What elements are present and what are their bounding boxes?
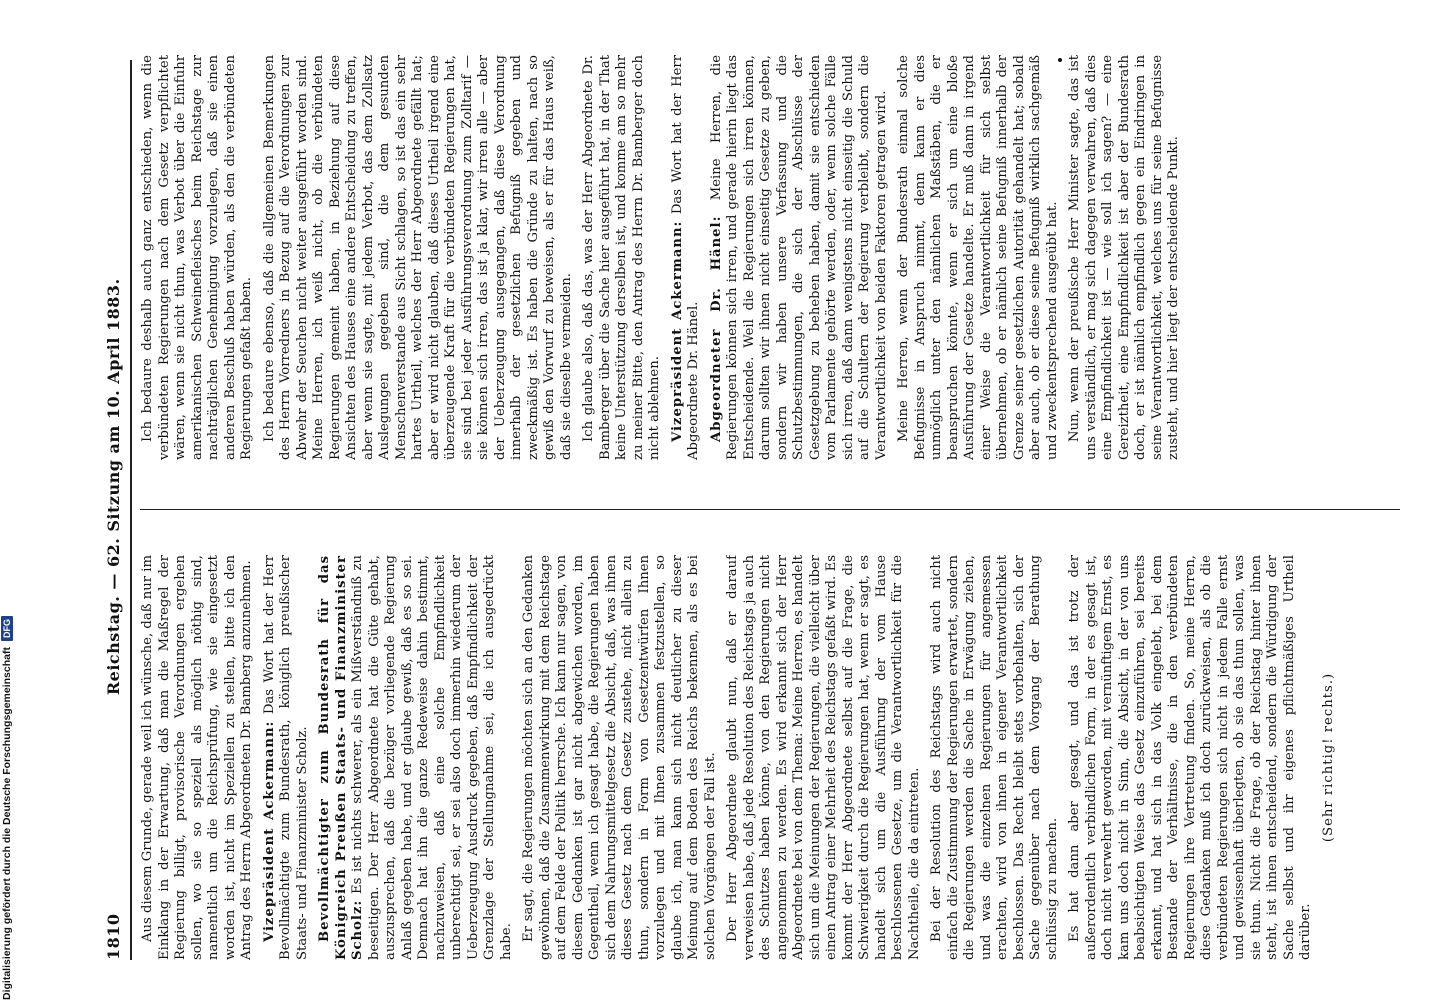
body-paragraph: Bei der Resolution des Reichstags wird auch nicht einfach die Zustimmung der Regierungen erwartet, sondern die Regierungen werden die Sache in Erwägung ziehen, und was die einzelnen Regierungen für angemessen erachten, wird von ihnen in eigener Verantwortlichkeit beschlossen. Das Recht bleibt stets vorbehalten, sich der Sache gegenüber nach dem Vorgang der Berathung schlüssig zu machen.: [929, 555, 1060, 960]
interjection: (Sehr richtig! rechts.): [1320, 672, 1336, 843]
header-rule: [130, 60, 132, 960]
body-paragraph: Der Herr Abgeordnete glaubt nun, daß er darauf verweisen habe, daß jede Resolution des Reichstags ja auch des Schutzes haben könne, von den Regierungen nicht angenommen zu werden. Es wird erkannt sich der Herr Abgeordnete bei von dem Thema: Meine Herren, es handelt sich um die Meinungen der Regierungen, die vielleicht über einen Antrag einer Mehrheit des Reichstags gefaßt wird. Es kommt der Herr Abgeordnete selbst auf die Frage, die Schwierigkeit durch die Regierungen hat, wenn er sagt, es handelt sich um die Ausführung der vom Hause beschlossenen Gesetze, um die Verantwortlichkeit für die Nachtheile, die da eintreten.: [725, 555, 922, 960]
speech-paragraph: [709, 55, 891, 460]
credit-text: Digitalisierung gefördert durch die Deutsche Forschungsgemeinschaft: [1, 647, 13, 1000]
left-column: [140, 555, 1400, 960]
right-column: [140, 55, 1400, 460]
speech-paragraph: [262, 555, 312, 960]
speaker-name: Vizepräsident Ackermann:: [669, 220, 685, 442]
body-paragraph: Ich bedaure ebenso, daß die allgemeinen Bemerkungen des Herrn Vorredners in Bezug auf die Verordnungen zur Abwehr der Seuchen nicht weiter ausgeführt worden sind. Meine Herren, ich weiß nicht, ob die verbündeten Regierungen gemeint haben, in Beziehung auf diese Ansichten des Hauses eine andere Entscheidung zu treffen, aber wenn sie sagte, mit jedem Verbot, das dem Zollsatz Auslegungen gegeben sind, die dem gesunden Menschenverstande aus Sicht schlagen, so ist das ein sehr hartes Urtheil, welches der Herr Abgeordnete gefällt hat; aber er wird nicht glauben, daß dieses Urtheil irgend eine überzeugende Kraft für die verbündeten Regierungen hat, sie sind bei jeder Ausführungsverordnung zum Zolltarif — sie können sich irren, das ist ja klar, wir irren alle — aber der Ueberzeugung ausgegangen, daß diese Verordnung innerhalb der gesetzlichen Befugniß gegeben und zweckmäßig ist. Es haben die Gründe zu halten, nach so gewiß den Vorwurf zu beweisen, als er für das Haus weiß, daß sie dieselbe vermeiden.: [261, 55, 574, 460]
body-paragraph: Ich bedaure deshalb auch ganz entschieden, wenn die verbündeten Regierungen nach dem Gesetz verpflichtet wären, wenn sie nicht thun, was Verbot über die Einfuhr amerikanischen Schweinefleisches beim Reichstage zur nachträglichen Genehmigung vorzulegen, daß sie einen anderen Beschluß haben würden, als den die verbündeten Regierungen gefaßt haben.: [140, 55, 254, 460]
speech-paragraph: [317, 555, 515, 960]
speech-text: Meine Herren, die Regierungen können sich irren, und gerade hierin liegt das Entscheidende. Weil die Regierungen sich irren können, darum sollten wir ihnen nicht einseitig Gesetze zu geben, sondern wir haben unsere Verfassung und die Schutzbestimmungen, die sich der Abschlüsse der Gesetzgebung zu beheben haben, damit sie entschieden vom Parlamente gehörte werden, oder, wenn solche Fälle sich irren, daß dann wenigstens nicht einseitig die Schuld auf die Schultern der Regierung verbleibt, sondern die Verantwortlichkeit von beiden Faktoren getragen wird.: [708, 55, 889, 460]
rotated-page: [100, 20, 1420, 1000]
page-number: 1810: [103, 913, 123, 960]
running-head: [100, 60, 126, 960]
speaker-name: Vizepräsident Ackermann:: [261, 720, 277, 942]
ink-dot: [1058, 58, 1062, 62]
speech-text: Das Wort hat der Herr Bevollmächtigte zum Bundesrath, königlich preußischer Staats- und Finanzminister Scholz.: [261, 555, 310, 960]
column-divider: [140, 509, 1400, 510]
body-paragraph: Aus diesem Grunde, gerade weil ich wünsche, daß nur im Einklang in der Erwartung, daß man die Maßregel der Regierung billigt, provisorische Verordnungen ergehen sollen, wo sie so speziell als möglich nöthig sind, namentlich um die Reichsprüfung, wie sie eingesetzt worden ist, nicht im Speziellen zu stellen, bitte ich den Antrag des Herrn Abgeordneten Dr. Bamberg anzunehmen.: [140, 555, 254, 960]
speech-paragraph: [670, 55, 703, 460]
speech-text: Es ist nichts schwerer, als ein Mißverständniß zu beseitigen. Der Herr Abgeordnete hat die Güte gehabt, auszusprechen, daß die bezüger vorliegende Regierung Anlaß gegeben habe, und er glaube gewiß, daß es so sei. Demnach hat ihn die ganze Redeweise dahin bestimmt, nachzuweisen, daß eine solche Empfindlichkeit unberechtigt sei, er sei also doch immerhin wiederum der Ueberzeugung Ausdruck gegeben, daß Empfindlichkeit der Grenzlage der Stellungnahme sei, die ich ausgedrückt habe.: [350, 555, 514, 960]
body-paragraph: Es hat dann aber gesagt, und das ist trotz der außerordentlich verbindlichen Form, in der es gesagt ist, doch nicht verwehrt geworden, mit vernünftigem Ernst, es kam uns doch nicht in Sinn, die Absicht, in der von uns beabsichtigten Weise das Gesetz einzuführen, sei bereits erkannt, und hat sich in das Volk eingelebt, bei dem Bestande der Verhältnisse, die in den verbündeten Regierungen ihre Vertretung finden. So, meine Herren, diese Gedanken muß ich doch zurückweisen, als ob die verbündeten Regierungen sich nicht in jedem Falle ernst und gewissenhaft überlegten, ob sie das thun sollen, was sie thun. Nicht die Frage, ob der Reichstag hinter ihnen steht, ist ihnen entscheidend, sondern die Würdigung der Sache selbst und ihr eigenes pflichtmäßiges Urtheil darüber.: [1067, 555, 1313, 960]
body-paragraph: Nun, wenn der preußische Herr Minister sagte, das ist uns verständlich, er mag sich dagegen verwahren, daß dies eine Empfindlichkeit ist — wie soll ich sagen? — eine Gereiztheit, eine Empfindlichkeit ist aber der Bundesrath doch, er ist nämlich empfindlich gegen ein Eindringen in seine Verantwortlichkeit, welches uns für seine Befugnisse zusteht, und hier liegt der entscheidende Punkt.: [1067, 55, 1181, 460]
body-paragraph: Ich glaube also, daß das, was der Herr Abgeordnete Dr. Bamberger über die Sache hier ausgeführt hat, in der That keine Unterstützung derselben ist, und komme am so mehr zu meiner Bitte, den Antrag des Herrn Dr. Bamberger doch nicht ablehnen.: [581, 55, 662, 460]
speaker-name: Bevollmächtigter zum Bundesrath für das Königreich Preußen Staats- und Finanzminister Scholz:: [317, 555, 365, 960]
speech-text: Das Wort hat der Herr Abgeordnete Dr. Hänel.: [669, 55, 701, 460]
dfg-logo: DFG: [1, 616, 13, 641]
digitization-credit: [0, 560, 14, 1000]
body-paragraph: Er sagt, die Regierungen möchten sich an den Gedanken gewöhnen, daß die Zusammenwirkung mit dem Reichstage auf dem Felde der Politik herrsche. Ich kann nur sagen, von diesem Gedanken ist gar nicht abgewichen worden, im Gegentheil, wenn ich gesagt habe, die Regierungen haben sich dem Nahrungsmittelgesetz die Absicht, daß, was ihnen dieses Gesetz nach dem Gesetz zustehe, nicht allein zu thun, sondern in Form von Gesetzentwürfen Ihnen vorzulegen und mit Ihnen zusammen festzustellen, so glaube ich, man kann sich nicht deutlicher zu dieser Meinung auf dem Boden des Reichs bekennen, als es bei solchen Vorgängen der Fall ist.: [521, 555, 718, 960]
page-title: Reichstag. — 62. Sitzung am 10. April 1883.: [103, 278, 123, 696]
body-paragraph: Meine Herren, wenn der Bundesrath einmal solche Befugnisse in Anspruch nimmt, denn kann er dies unmöglich unter den nämlichen Maßstäben, die er beanspruchen könnte, wenn er sich um eine bloße Ausführung der Gesetze handelte. Er muß dann in irgend einer Weise die Verantwortlichkeit für sich selbst übernehmen, ob er nämlich seine Befugniß innerhalb der Grenze seiner gesetzlichen Autorität gehandelt hat; sobald aber auch, ob er diese seine Befugniß wirklich sachgemäß und zweckentsprechend ausgeübt hat.: [896, 55, 1060, 460]
speaker-name: Abgeordneter Dr. Hänel:: [708, 215, 724, 442]
